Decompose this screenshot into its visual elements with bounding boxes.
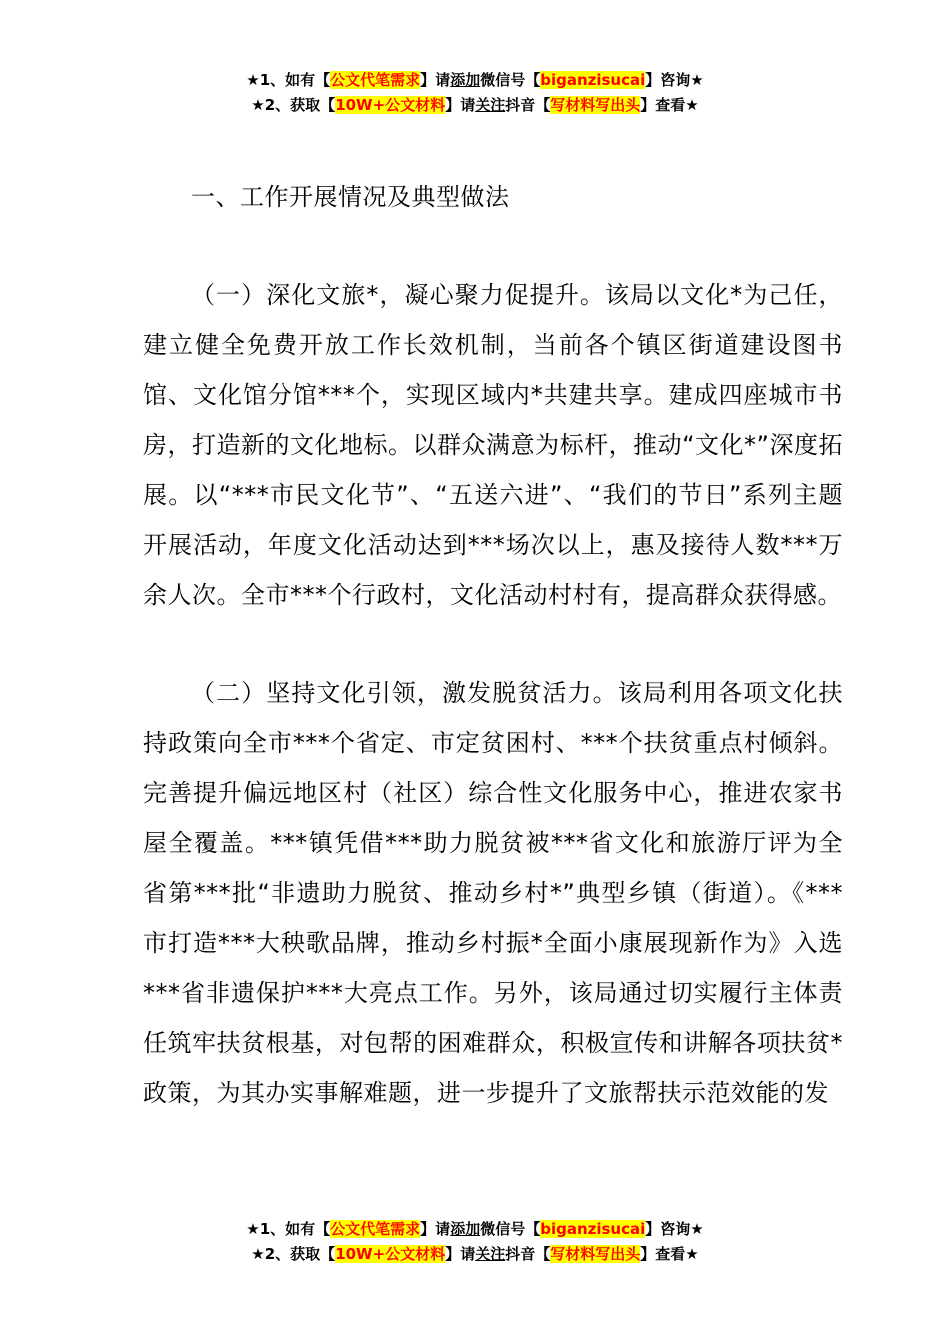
highlight-douyin-account: 写材料写出头 [550, 1245, 641, 1263]
banner-line-2: ★2、获取【10W+公文材料】请关注抖音【写材料写出头】查看★ [251, 96, 699, 114]
highlight-materials: 10W+公文材料 [335, 96, 446, 114]
highlight-wechat-id: biganzisucai [540, 71, 646, 89]
document-body [143, 172, 843, 1118]
header-banner [0, 68, 950, 118]
highlight-douyin-account: 写材料写出头 [550, 96, 641, 114]
section-heading: 一、工作开展情况及典型做法 [191, 183, 510, 211]
footer-banner [0, 1217, 950, 1267]
banner-line-2: ★2、获取【10W+公文材料】请关注抖音【写材料写出头】查看★ [251, 1245, 699, 1263]
highlight-materials: 10W+公文材料 [335, 1245, 446, 1263]
highlight-service: 公文代笔需求 [330, 71, 421, 89]
highlight-wechat-id: biganzisucai [540, 1220, 646, 1238]
banner-line-1: ★1、如有【公文代笔需求】请添加微信号【biganzisucai】咨询★ [246, 1220, 704, 1238]
highlight-service: 公文代笔需求 [330, 1220, 421, 1238]
paragraph-1: （一）深化文旅*，凝心聚力促提升。该局以文化*为己任，建立健全免费开放工作长效机制，当前各个镇区街道建设图书馆、文化馆分馆***个，实现区域内*共建共享。建成四座城市书房，打造新的文化地标。以群众满意为标杆，推动“文化*”深度拓展。以“***市民文化节”、“五送六进”、“我们的节日”系列主题开展活动，年度文化活动达到***场次以上，惠及接待人数***万余人次。全市***个行政村，文化活动村村有，提高群众获得感。 [143, 281, 843, 609]
banner-line-1: ★1、如有【公文代笔需求】请添加微信号【biganzisucai】咨询★ [246, 71, 704, 89]
paragraph-2: （二）坚持文化引领，激发脱贫活力。该局利用各项文化扶持政策向全市***个省定、市定贫困村、***个扶贫重点村倾斜。完善提升偏远地区村（社区）综合性文化服务中心，推进农家书屋全覆盖。***镇凭借***助力脱贫被***省文化和旅游厅评为全省第***批“非遗助力脱贫、推动乡村*”典型乡镇（街道）。《***市打造***大秧歌品牌，推动乡村振*全面小康展现新作为》入选***省非遗保护***大亮点工作。另外，该局通过切实履行主体责任筑牢扶贫根基，对包帮的困难群众，积极宣传和讲解各项扶贫*政策，为其办实事解难题，进一步提升了文旅帮扶示范效能的发 [143, 679, 843, 1107]
